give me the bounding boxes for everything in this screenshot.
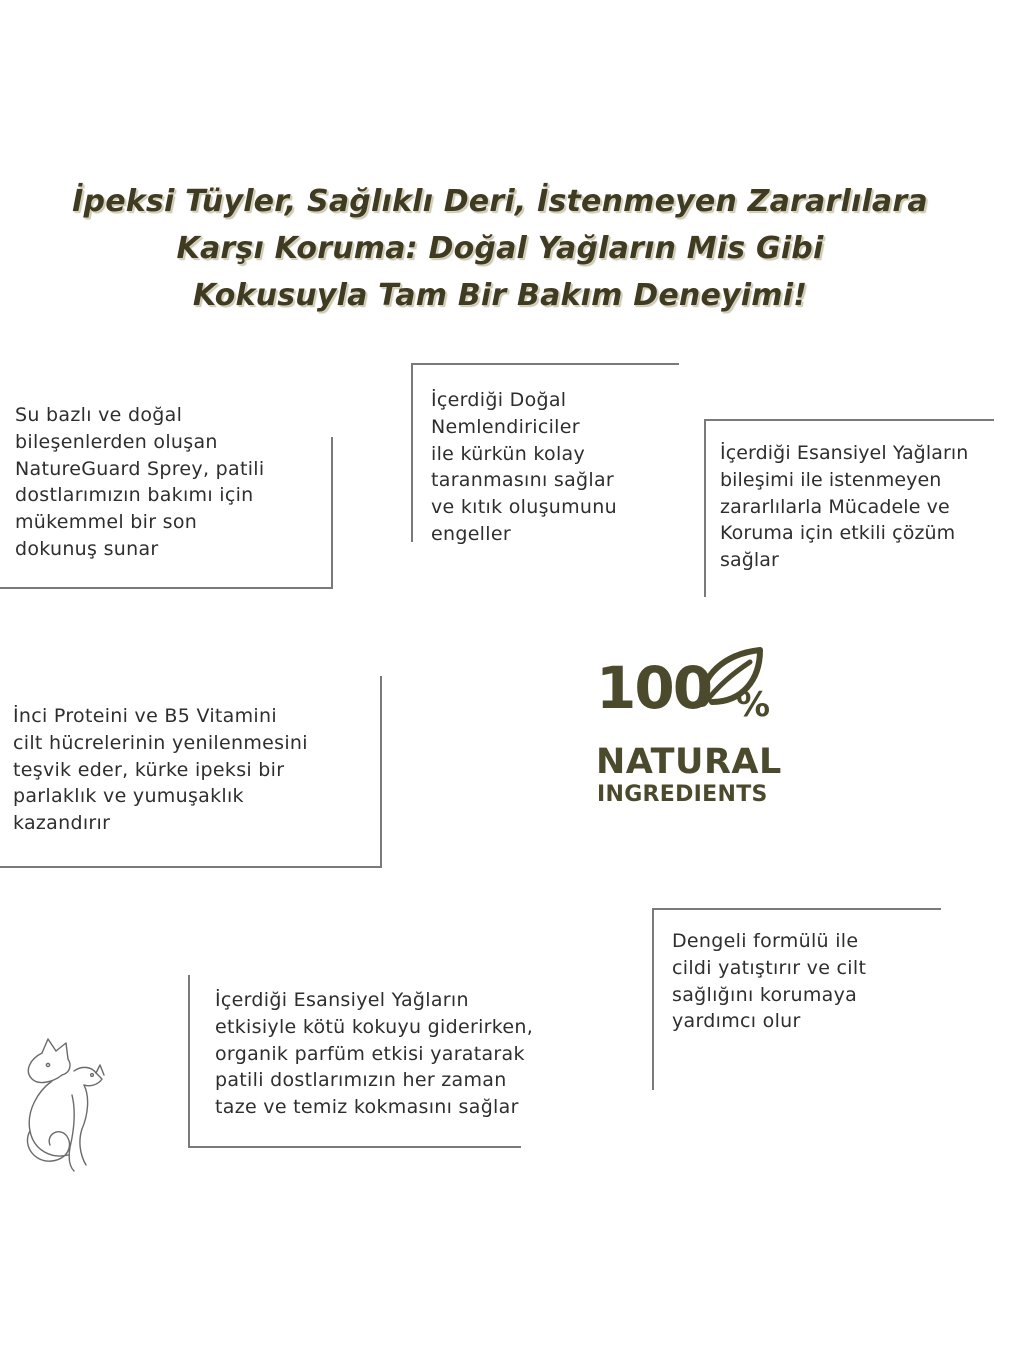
feature-spray <box>15 402 264 563</box>
feature-moisturizers-line: taranmasını sağlar <box>431 469 615 492</box>
feature-spray-line: NatureGuard Sprey, patili <box>15 457 265 480</box>
feature-balanced-formula-line: cildi yatıştırır ve cilt <box>672 956 867 979</box>
frame-line <box>411 363 679 365</box>
headline-line-3: Kokusuyla Tam Bir Bakım Deneyimi! <box>192 278 808 313</box>
frame-line <box>188 975 190 1148</box>
frame-line <box>188 1146 521 1148</box>
feature-balanced-formula-line: sağlığını korumaya <box>672 983 858 1006</box>
headline <box>0 178 1000 319</box>
frame-line <box>0 866 382 868</box>
feature-essential-oils-protection-line: İçerdiği Esansiyel Yağların <box>720 442 969 464</box>
feature-moisturizers-line: Nemlendiriciler <box>431 415 580 438</box>
frame-line <box>411 364 413 542</box>
feature-pearl-protein-line: İnci Proteini ve B5 Vitamini <box>13 705 277 727</box>
feature-essential-oils-scent-line: taze ve temiz kokmasını sağlar <box>215 1096 519 1119</box>
feature-essential-oils-scent-line: etkisiyle kötü kokuyu giderirken, <box>215 1015 534 1038</box>
feature-balanced-formula-line: yardımcı olur <box>672 1010 801 1033</box>
cat-dog-line-art-icon <box>12 1035 112 1175</box>
feature-pearl-protein <box>13 703 308 837</box>
feature-pearl-protein-line: cilt hücrelerinin yenilenmesini <box>13 731 308 754</box>
feature-moisturizers-line: ve kıtık oluşumunu <box>431 496 617 519</box>
badge-number: 100 <box>596 654 712 722</box>
feature-essential-oils-protection-line: bileşimi ile istenmeyen <box>720 468 942 491</box>
feature-essential-oils-protection <box>720 440 968 574</box>
badge-percent: % <box>736 685 771 725</box>
feature-moisturizers <box>431 387 617 548</box>
headline-line-2: Karşı Koruma: Doğal Yağların Mis Gibi <box>176 231 824 266</box>
frame-line <box>380 676 382 868</box>
feature-spray-line: bileşenlerden oluşan <box>15 430 218 453</box>
frame-line <box>652 908 654 1090</box>
feature-pearl-protein-line: kazandırır <box>13 812 111 835</box>
feature-essential-oils-protection-line: sağlar <box>720 549 779 572</box>
feature-essential-oils-scent-line: organik parfüm etkisi yaratarak <box>215 1042 525 1065</box>
feature-balanced-formula-line: Dengeli formülü ile <box>672 930 859 952</box>
natural-ingredients-badge <box>596 646 786 816</box>
feature-moisturizers-line: engeller <box>431 522 511 545</box>
feature-spray-line: Su bazlı ve doğal <box>15 404 183 426</box>
feature-pearl-protein-line: teşvik eder, kürke ipeksi bir <box>13 758 285 781</box>
feature-spray-line: mükemmel bir son <box>15 511 198 534</box>
feature-essential-oils-protection-line: zararlılarla Mücadele ve <box>720 495 950 518</box>
frame-line <box>0 587 333 589</box>
badge-ingredients: INGREDIENTS <box>597 782 768 807</box>
feature-moisturizers-line: ile kürkün kolay <box>431 442 586 465</box>
feature-moisturizers-line: İçerdiği Doğal <box>431 389 567 411</box>
feature-essential-oils-protection-line: Koruma için etkili çözüm <box>720 522 956 545</box>
feature-spray-line: dostlarımızın bakımı için <box>15 484 254 507</box>
feature-pearl-protein-line: parlaklık ve yumuşaklık <box>13 785 244 808</box>
feature-balanced-formula <box>672 928 866 1035</box>
feature-essential-oils-scent <box>215 987 533 1121</box>
frame-line <box>652 908 941 910</box>
frame-line <box>704 419 706 597</box>
frame-line <box>704 419 994 421</box>
headline-line-1: İpeksi Tüyler, Sağlıklı Deri, İstenmeyen Zararlılara <box>72 184 928 219</box>
feature-spray-line: dokunuş sunar <box>15 537 159 560</box>
feature-essential-oils-scent-line: patili dostlarımızın her zaman <box>215 1069 507 1092</box>
frame-line <box>331 437 333 589</box>
badge-natural: NATURAL <box>596 742 782 782</box>
feature-essential-oils-scent-line: İçerdiği Esansiyel Yağların <box>215 989 469 1011</box>
